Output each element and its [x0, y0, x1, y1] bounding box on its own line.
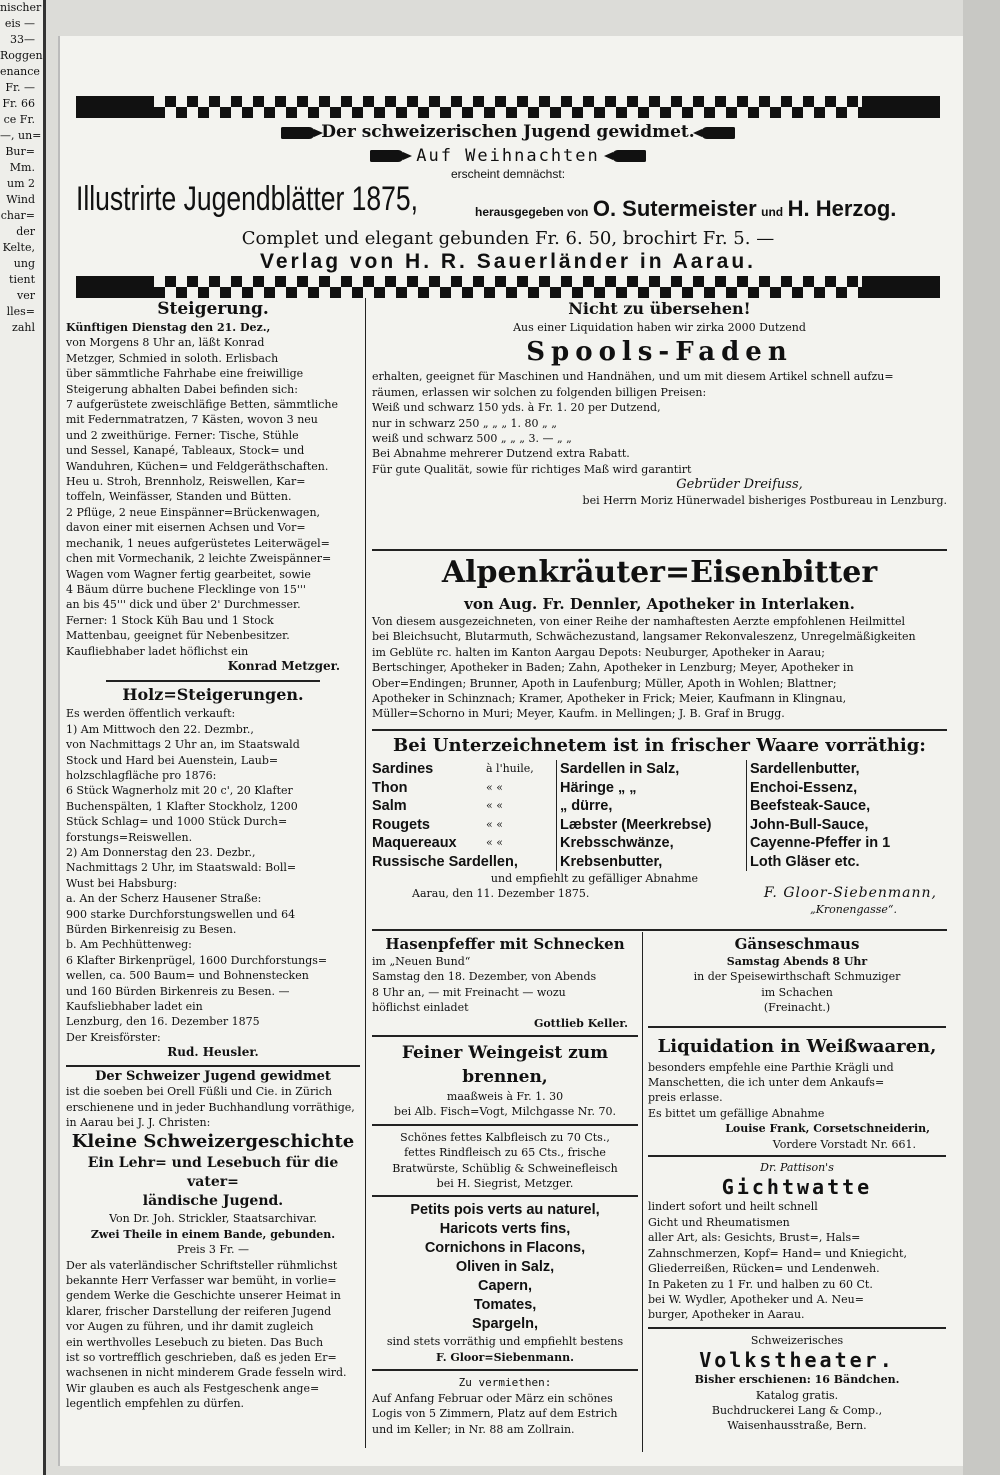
- nicht-line: erhalten, geeignet für Maschinen und Handnähen, und um mit diesem Artikel schnell aufzu=: [372, 370, 894, 384]
- liquid-line: Es bittet um gefällige Abnahme: [648, 1106, 825, 1120]
- nicht-title: Nicht zu übersehen!: [568, 299, 751, 318]
- editors-line: [475, 196, 896, 222]
- nicht-line: Für gute Qualität, sowie für richtiges Maß wird garantirt: [372, 462, 692, 476]
- page-edge: [963, 0, 1000, 1475]
- jugend-body-line: gendem Werke die Geschichte unserer Heimat in: [66, 1289, 341, 1303]
- liquid-line: Manschetten, die ich unter dem Ankaufs=: [648, 1076, 885, 1090]
- steigerung-line: Künftigen Dienstag den 21. Dez.,: [66, 321, 271, 334]
- gutter-line: zahl: [12, 321, 35, 334]
- liquid-title: Liquidation in Weißwaaren,: [657, 1035, 937, 1057]
- gicht-line: lindert sofort und heilt schnell: [648, 1200, 818, 1214]
- holz-line: Stock und Hard bei Auenstein, Laub=: [66, 753, 279, 767]
- steigerung-line: davon einer mit eisernen Achsen und Vor=: [66, 521, 306, 535]
- holz-sign: Rud. Heusler.: [167, 1045, 259, 1060]
- hasen-title: Hasenpfeffer mit Schnecken: [385, 935, 625, 953]
- gicht-line: In Paketen zu 1 Fr. und halben zu 60 Ct.: [648, 1277, 873, 1291]
- waare-item-line: Krebsenbutter,: [560, 853, 663, 870]
- journal-title: Illustrirte Jugendblätter 1875,: [76, 180, 419, 218]
- waare-block: [372, 732, 947, 917]
- vermieten-title: Zu vermiethen:: [458, 1376, 552, 1390]
- liquid-line: besonders empfehle eine Parthie Krägli und: [648, 1060, 894, 1074]
- gutter-line: ce Fr.: [3, 113, 35, 126]
- steigerung-line: über sämmtliche Fahrhabe eine freiwillige: [66, 367, 304, 381]
- gicht-line: aller Art, als: Gesichts, Brust=, Hals=: [648, 1231, 861, 1245]
- jugend-body-line: vor Augen zu führen, und ihr damit zugleich: [66, 1320, 314, 1334]
- volks-line: Waisenhausstraße, Bern.: [727, 1419, 867, 1433]
- newspaper-page: [58, 36, 963, 1466]
- waare-note-line: « «: [486, 799, 503, 812]
- editor-2: H. Herzog.: [787, 196, 897, 221]
- liquid-body: [648, 1060, 946, 1122]
- hasen-sign: Gottlieb Keller.: [533, 1016, 628, 1030]
- gicht-line: Zahnschmerzen, Kopf= Hand= und Kniegicht,: [648, 1246, 907, 1260]
- holz-line: Es werden öffentlich verkauft:: [66, 707, 236, 721]
- steigerung-line: Kaufliebhaber ladet höflichst ein: [66, 644, 249, 658]
- waare-col-1b: [486, 760, 556, 871]
- column-rule-2: [642, 932, 643, 1452]
- holz-line: von Nachmittags 2 Uhr an, im Staatswald: [66, 738, 300, 752]
- gutter-line: Mm.: [9, 161, 35, 174]
- jugend-book-title: Kleine Schweizergeschichte: [71, 1131, 355, 1153]
- alpen-by: von Aug. Fr. Dennler, Apotheker in Interlaken.: [464, 595, 855, 613]
- waare-date: Aarau, den 11. Dezember 1875.: [412, 887, 590, 901]
- steigerung-line: 7 aufgerüstete zweischläfige Betten, sämmtliche: [66, 398, 338, 412]
- waare-item-line: Rougets: [372, 816, 430, 833]
- holz-line: Wust bei Habsburg:: [66, 876, 178, 890]
- steigerung-title: Steigerung.: [157, 299, 269, 319]
- holz-line: forstungs=Reiswellen.: [66, 830, 193, 844]
- steigerung-line: Wagen vom Wagner fertig gearbeitet, sowie: [66, 567, 311, 581]
- waare-note-line: « «: [486, 817, 503, 831]
- gicht-title: Gichtwatte: [721, 1175, 873, 1200]
- waare-item-line: Sardellen in Salz,: [560, 761, 680, 777]
- gutter-line: tient: [9, 273, 35, 286]
- alpen-title: Alpenkräuter=Eisenbitter: [441, 555, 878, 590]
- alpen-line: bei Bleichsucht, Blutarmuth, Schwächezustand, langsamer Rekonvaleszenz, Unregelmäßigkeiten: [372, 630, 916, 644]
- steigerung-line: Metzger, Schmied in soloth. Erlisbach: [66, 351, 279, 365]
- steigerung-line: Wanduhren, Küchen= und Feldgeräthschaften.: [66, 459, 329, 473]
- steigerung-line: mit Federnmatratzen, 7 Kästen, wovon 3 neu: [66, 413, 318, 427]
- nicht-body: [372, 369, 947, 477]
- waare-item-line: Krebsschwänze,: [560, 835, 674, 851]
- waare-rec: und empfiehlt zu gefälliger Abnahme: [490, 872, 699, 885]
- petits-line: Oliven in Salz,: [455, 1259, 555, 1276]
- hasen-line: höflichst einladet: [372, 1001, 469, 1015]
- vermieten-line: Logis von 5 Zimmern, Platz auf dem Estrich: [372, 1407, 618, 1421]
- holz-title: Holz=Steigerungen.: [122, 685, 304, 705]
- nicht-block: [372, 298, 947, 508]
- hasen-line: im „Neuen Bund“: [372, 955, 471, 968]
- christmas-line: [76, 146, 940, 166]
- holz-line: Kaufsliebhaber ladet ein: [66, 1000, 203, 1014]
- nicht-contact: bei Herrn Moriz Hünerwadel bisheriges Postbureau in Lenzburg.: [582, 493, 947, 507]
- holz-line: Buchenspälten, 1 Klafter Stockholz, 1200: [66, 799, 298, 813]
- kalb-line: Schönes fettes Kalbfleisch zu 70 Cts.,: [400, 1130, 610, 1144]
- gutter-line: Roggen: [0, 49, 43, 62]
- steigerung-line: und 2 zweithürige. Ferner: Tische, Stühle: [66, 428, 299, 442]
- petits-firm: F. Gloor=Siebenmann.: [435, 1350, 575, 1364]
- steigerung-line: Ferner: 1 Stock Küh Bau und 1 Stock: [66, 613, 274, 627]
- checker-border-top: [76, 96, 940, 118]
- gicht-by: Dr. Pattison's: [760, 1161, 834, 1175]
- waare-item-line: Loth Gläser etc.: [750, 853, 860, 870]
- checker-border-bottom: [76, 276, 940, 298]
- waare-item-line: Russische Sardellen,: [372, 853, 518, 870]
- petits-line: Capern,: [478, 1278, 532, 1295]
- alpen-line: Von diesem ausgezeichneten, von einer Reihe der namhaftesten Aerzte empfohlenen Heilmittel: [372, 615, 906, 628]
- dedication-text: Der schweizerischen Jugend gewidmet.: [321, 122, 695, 142]
- waare-note-line: « «: [486, 780, 503, 794]
- jugend-body-line: klarer, frischer Darstellung der reiferen Jugend: [66, 1304, 332, 1318]
- alpen-line: Müller=Schorno in Muri; Meyer, Kaufm. in Mellingen; J. B. Graf in Brugg.: [372, 707, 785, 721]
- hasen-body: [372, 954, 638, 1016]
- petits-rec: sind stets vorräthig und empfiehlt bestens: [386, 1335, 624, 1349]
- holz-line: 6 Stück Wagnerholz mit 20 c', 20 Klafter: [66, 784, 293, 798]
- petits-line: Cornichons in Flacons,: [424, 1240, 586, 1257]
- jugend-body-line: Wir glauben es auch als Festgeschenk ange=: [66, 1381, 320, 1395]
- nicht-line: weiß und schwarz 500 „ „ „ 3. — „ „: [372, 432, 572, 446]
- vermieten-body: [372, 1391, 638, 1437]
- jugend-body: [66, 1258, 360, 1412]
- gutter-line: Fr. 66: [2, 97, 35, 110]
- waare-item-line: John-Bull-Sauce,: [750, 816, 869, 833]
- liquid-line: preis erlasse.: [648, 1091, 723, 1105]
- jugend-intro-line: in Aarau bei J. J. Christen:: [66, 1115, 211, 1129]
- holz-line: holzschlagfläche pro 1876:: [66, 768, 217, 782]
- volks-line: Katalog gratis.: [755, 1388, 839, 1402]
- gutter-line: eis —: [4, 17, 35, 30]
- waare-item-line: Enchoi-Essenz,: [750, 779, 858, 796]
- waare-item-line: Sardines: [372, 761, 434, 777]
- pointing-hand-icon: [612, 150, 646, 162]
- steigerung-line: 2 Pflüge, 2 neue Einspänner=Brückenwagen,: [66, 505, 321, 519]
- pointing-hand-icon: [701, 127, 735, 139]
- pointing-hand-icon: [281, 127, 315, 139]
- waare-sign-row: [372, 886, 947, 901]
- appears-soon: erscheint demnächst:: [450, 167, 566, 181]
- rule: [372, 929, 947, 931]
- gaense-line: Samstag Abends 8 Uhr: [726, 955, 868, 968]
- gutter-line: um 2: [6, 177, 35, 190]
- gicht-line: Gicht und Rheumatismen: [648, 1215, 790, 1229]
- vermieten-line: Auf Anfang Februar oder März ein schönes: [372, 1391, 613, 1405]
- volks-title: Volkstheater.: [699, 1348, 895, 1373]
- waare-item-line: Beefsteak-Sauce,: [750, 798, 871, 814]
- holz-line: 2) Am Donnerstag den 23. Dezbr.,: [66, 846, 256, 859]
- weingeist-line: maaßweis à Fr. 1. 30: [446, 1090, 564, 1104]
- gaense-title: Gänseschmaus: [734, 935, 860, 953]
- gaense-line: im Schachen: [761, 985, 833, 999]
- holz-line: Lenzburg, den 16. Dezember 1875: [66, 1015, 260, 1029]
- jugend-head: Der Schweizer Jugend gewidmet: [95, 1068, 331, 1084]
- kalb-line: bei H. Siegrist, Metzger.: [436, 1177, 574, 1191]
- volks-body: [648, 1372, 946, 1434]
- nicht-product: Spools-Faden: [526, 337, 793, 368]
- nicht-line: nur in schwarz 250 „ „ „ 1. 80 „ „: [372, 416, 557, 430]
- waare-col-3: [746, 760, 941, 871]
- steigerung-line: Steigerung abhalten Dabei befinden sich:: [66, 382, 298, 396]
- holz-line: Stück Schlag= und 1000 Stück Durch=: [66, 815, 288, 829]
- steigerung-line: Mattenbau, geeignet für Nebenbesitzer.: [66, 629, 290, 643]
- holz-line: Nachmittags 2 Uhr, im Staatswald: Boll=: [66, 861, 297, 875]
- jugend-body-line: ist so vortrefflich geschrieben, daß es jeden Er=: [66, 1350, 337, 1364]
- publisher-line: Verlag von H. R. Sauerländer in Aarau.: [259, 250, 756, 273]
- alpen-line: Bertschinger, Apotheker in Baden; Zahn, Apotheker in Lenzburg; Meyer, Apotheker in: [372, 661, 854, 675]
- liquid-sign: Louise Frank, Corsetschneiderin,: [725, 1122, 930, 1136]
- volks-pre: Schweizerisches: [750, 1333, 844, 1347]
- waare-col-2: [556, 760, 746, 871]
- volks-line: Buchdruckerei Lang & Comp.,: [711, 1403, 883, 1417]
- gaense-body: [648, 954, 946, 1016]
- waare-note-line: « «: [486, 836, 503, 849]
- gutter-line: 33—: [10, 33, 35, 46]
- gutter-line: ver: [17, 289, 35, 302]
- steigerung-body: [66, 320, 360, 659]
- weingeist-title: Feiner Weingeist zum brennen,: [401, 1043, 609, 1088]
- petits-list: [372, 1201, 638, 1334]
- editor-1: O. Sutermeister: [592, 196, 757, 221]
- rule: [372, 549, 947, 551]
- holz-line: 900 starke Durchforstungswellen und 64: [66, 907, 296, 921]
- column-rule: [365, 298, 366, 1448]
- steigerung-line: an bis 45''' dick und über 2' Durchmesser.: [66, 598, 301, 612]
- jugend-subtitle-2: ländische Jugend.: [142, 1193, 284, 1210]
- mid-column: [372, 934, 638, 1437]
- steigerung-line: 4 Bäum dürre buchene Flecklinge von 15''': [66, 582, 306, 596]
- holz-body: [66, 706, 360, 1045]
- waare-item-line: „ dürre,: [560, 798, 613, 814]
- steigerung-sign: Konrad Metzger.: [227, 658, 340, 673]
- jugend-intro: [66, 1084, 360, 1130]
- waare-note-line: [486, 853, 556, 872]
- waare-addr: „Kronengasse“.: [810, 902, 897, 916]
- steigerung-line: mechanik, 1 neues aufgerüstetes Leiterwägel=: [66, 536, 330, 550]
- pointing-hand-icon: [370, 150, 404, 162]
- jugend-intro-line: erschienene und in jeder Buchhandlung vorräthige,: [66, 1100, 355, 1114]
- petits-line: Haricots verts fins,: [439, 1221, 571, 1238]
- editors-prefix: herausgegeben von: [475, 205, 589, 219]
- jugend-body-line: ein werthvolles Lesebuch zu bieten. Das Buch: [66, 1335, 324, 1349]
- liquid-addr: Vordere Vorstadt Nr. 661.: [772, 1137, 916, 1151]
- jugend-body-line: bekannte Herr Verfasser war bemüht, in vorlie=: [66, 1273, 337, 1287]
- holz-line: wellen, ca. 500 Baum= und Bohnenstecken: [66, 969, 309, 983]
- waare-firm: F. Gloor-Siebenmann,: [763, 885, 937, 902]
- hasen-line: 8 Uhr an, — mit Freinacht — wozu: [372, 985, 566, 999]
- holz-line: a. An der Scherz Hausener Straße:: [66, 892, 262, 906]
- steigerung-line: toffeln, Weinfässer, Standen und Bütten.: [66, 490, 292, 504]
- holz-line: b. Am Pechhüttenweg:: [66, 938, 192, 952]
- holz-line: und 160 Bürden Birkenreis zu Besen. —: [66, 984, 290, 998]
- weingeist-line: bei Alb. Fisch=Vogt, Milchgasse Nr. 70.: [394, 1105, 616, 1119]
- gaense-line: in der Speisewirthschaft Schmuziger: [693, 970, 901, 984]
- alpen-line: Apotheker in Schinznach; Kramer, Apotheker in Frick; Meier, Kaufmann in Klingnau,: [372, 692, 847, 706]
- dedication-line: [76, 122, 940, 142]
- gutter-line: char=: [0, 209, 35, 222]
- gicht-line: Gliederreißen, Rücken= und Lendenweh.: [648, 1262, 880, 1276]
- gutter-line: nischer: [0, 1, 42, 14]
- vermieten-line: und im Keller; in Nr. 88 am Zollrain.: [372, 1422, 575, 1436]
- petits-line: Tomates,: [473, 1297, 537, 1314]
- jugend-author: Von Dr. Joh. Strickler, Staatsarchivar.: [109, 1212, 317, 1226]
- gutter-line: der: [16, 225, 35, 238]
- gutter-line: enance: [0, 65, 40, 78]
- gutter-line: Wind: [6, 193, 35, 206]
- rule: [372, 729, 947, 731]
- price-line: Complet und elegant gebunden Fr. 6. 50, brochirt Fr. 5. —: [241, 228, 775, 249]
- gutter-line: Kelte,: [2, 241, 35, 254]
- gutter-line: ung: [13, 257, 35, 270]
- holz-line: 1) Am Mittwoch den 22. Dezmbr.,: [66, 722, 254, 736]
- gutter-line: Bur=: [5, 145, 35, 158]
- gutter-line: —, un=: [0, 129, 42, 142]
- holz-line: Bürden Birkenreisig zu Besen.: [66, 923, 237, 937]
- steigerung-line: und Sessel, Kanapé, Tableaux, Stock= und: [66, 444, 305, 458]
- petits-line: Spargeln,: [471, 1316, 539, 1333]
- waare-item-line: Læbster (Meerkrebse): [560, 816, 712, 833]
- holz-line: Der Kreisförster:: [66, 1030, 161, 1044]
- gicht-line: burger, Apotheker in Aarau.: [648, 1308, 805, 1322]
- waare-item-line: Maquereaux: [372, 835, 457, 851]
- jugend-body-line: wachsenen in nicht minderem Grade fesseln wird.: [66, 1366, 347, 1380]
- jugend-intro-line: ist die soeben bei Orell Füßli und Cie. in Zürich: [66, 1085, 333, 1099]
- holz-line: 6 Klafter Birkenprügel, 1600 Durchforstungs=: [66, 953, 328, 967]
- left-column: [66, 298, 360, 1412]
- steigerung-line: Heu u. Stroh, Brennholz, Reiswellen, Kar=: [66, 475, 306, 489]
- steigerung-line: chen mit Vormechanik, 2 leichte Zweispänner=: [66, 552, 332, 566]
- alpen-body: [372, 614, 947, 722]
- waare-item-line: Salm: [372, 798, 407, 814]
- nicht-line: Bei Abnahme mehrerer Dutzend extra Rabatt.: [372, 447, 630, 461]
- waare-item-line: Thon: [372, 779, 408, 796]
- gaense-line: (Freinacht.): [763, 1001, 831, 1015]
- waare-note-line: à l'huile,: [486, 762, 534, 775]
- alpen-line: im Geblüte rc. halten im Kanton Aargau Depots: Neuburger, Apotheker in Aarau;: [372, 645, 825, 659]
- nicht-firm: Gebrüder Dreifuss,: [676, 477, 803, 493]
- volks-line: Bisher erschienen: 16 Bändchen.: [694, 1373, 900, 1387]
- waare-item-line: Sardellenbutter,: [750, 761, 860, 777]
- hasen-line: Samstag den 18. Dezember, von Abends: [372, 970, 597, 984]
- alpen-line: Ober=Endingen; Brunner, Apoth in Laufenburg; Müller, Apoth in Wohlen; Blattner;: [372, 676, 837, 690]
- christmas-text: Auf Weihnachten: [416, 146, 600, 166]
- waare-item-line: Cayenne-Pfeffer in 1: [750, 835, 891, 851]
- jugend-subtitle-1: Ein Lehr= und Lesebuch für die vater=: [87, 1155, 339, 1191]
- previous-page-gutter: [0, 0, 46, 1475]
- waare-title: Bei Unterzeichnetem ist in frischer Waare vorräthig:: [393, 735, 926, 756]
- waare-item-line: Häringe „ „: [560, 779, 637, 796]
- jugend-price: Preis 3 Fr. —: [177, 1243, 249, 1257]
- gutter-line: lles=: [6, 305, 35, 318]
- nicht-line: räumen, erlassen wir solchen zu folgenden billigen Preisen:: [372, 385, 707, 399]
- petits-line: Petits pois verts au naturel,: [410, 1202, 600, 1219]
- gicht-line: bei W. Wydler, Apotheker und A. Neu=: [648, 1292, 864, 1306]
- kalb-body: [372, 1130, 638, 1192]
- jugend-body-line: legentlich empfehlen zu dürfen.: [66, 1397, 245, 1411]
- steigerung-line: von Morgens 8 Uhr an, läßt Konrad: [66, 336, 265, 350]
- kalb-line: Bratwürste, Schüblig & Schweinefleisch: [392, 1161, 618, 1175]
- jugend-body-line: Der als vaterländischer Schriftsteller rühmlichst: [66, 1258, 338, 1272]
- nicht-intro: Aus einer Liquidation haben wir zirka 2000 Dutzend: [513, 321, 806, 334]
- waare-table: [372, 760, 947, 871]
- kalb-line: fettes Rindfleisch zu 65 Cts., frische: [404, 1146, 606, 1160]
- gicht-body: [648, 1199, 946, 1322]
- jugend-parts: Zwei Theile in einem Bande, gebunden.: [90, 1227, 336, 1241]
- alpen-block: [372, 552, 947, 722]
- weingeist-body: [372, 1089, 638, 1120]
- gutter-text: [0, 0, 43, 336]
- editors-und: und: [761, 205, 784, 219]
- right-column: [648, 934, 946, 1434]
- nicht-line: Weiß und schwarz 150 yds. à Fr. 1. 20 per Dutzend,: [372, 401, 661, 415]
- gutter-line: Fr. —: [5, 81, 35, 94]
